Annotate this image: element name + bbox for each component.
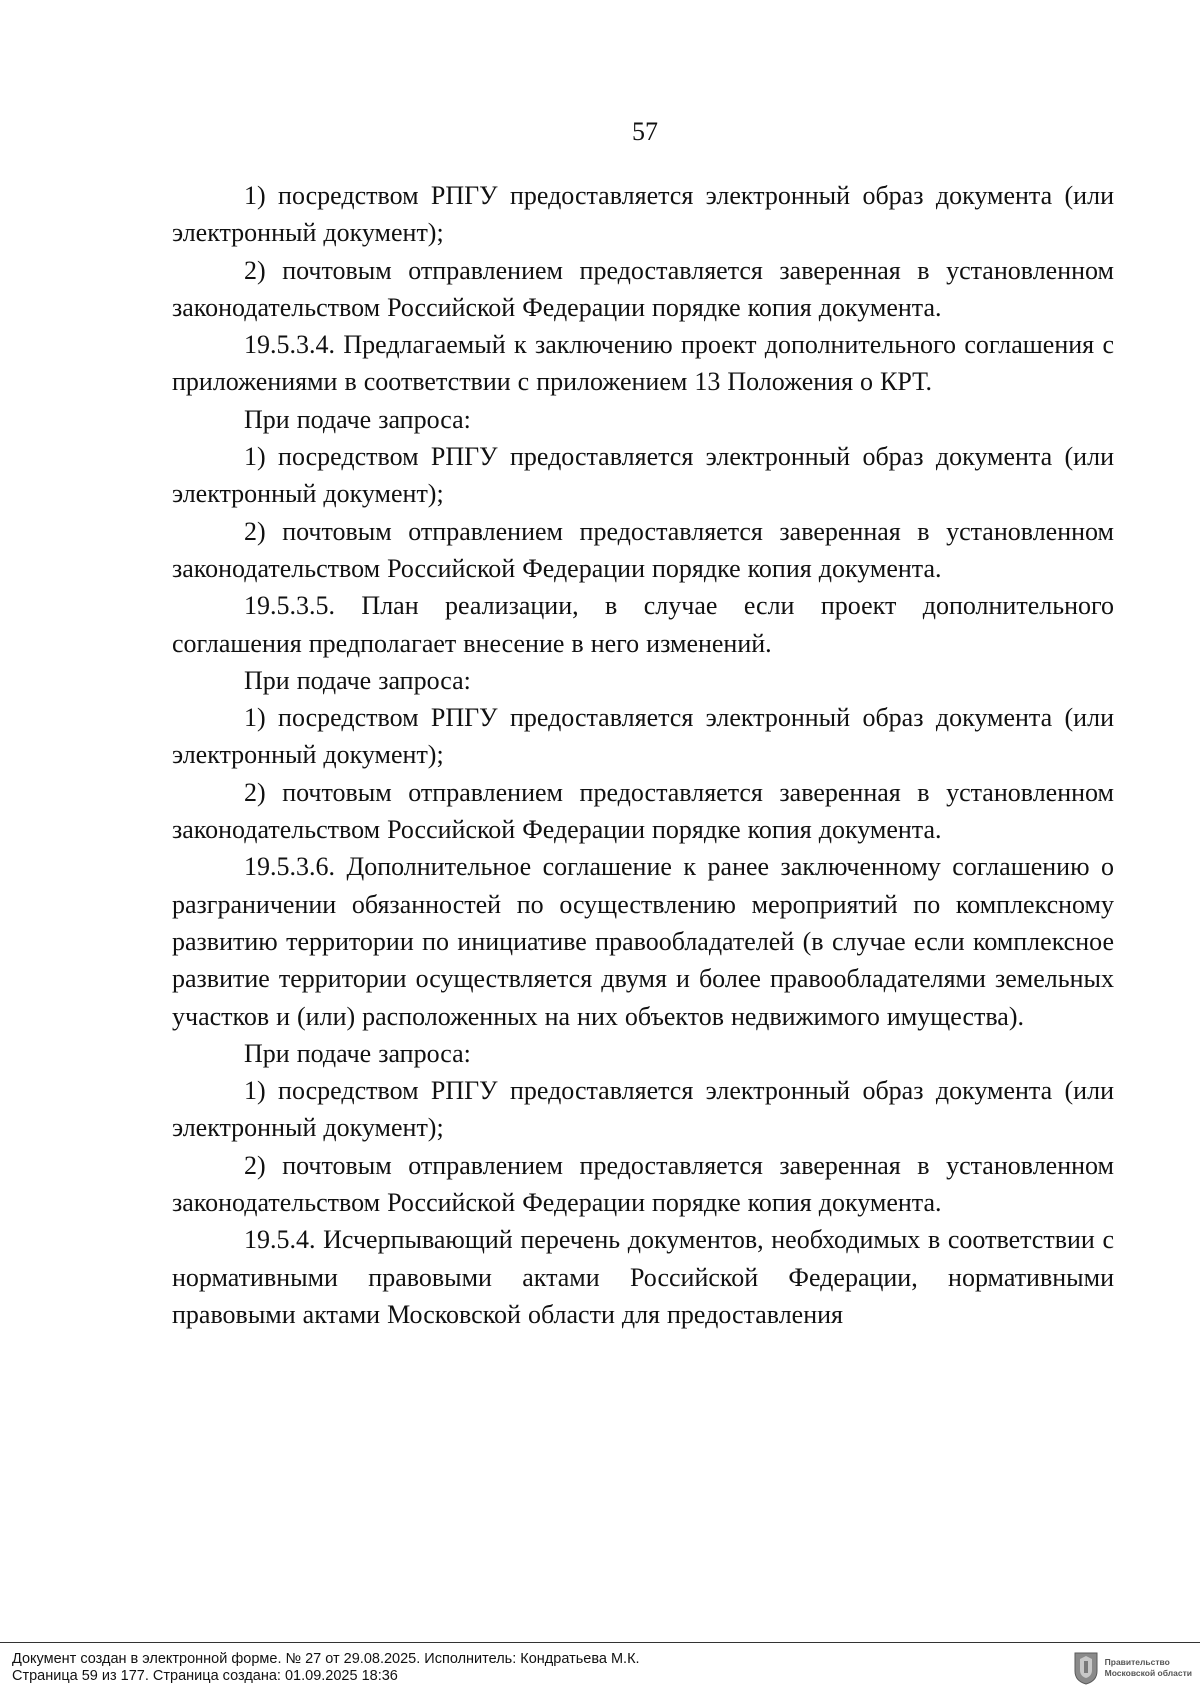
paragraph-12: При подаче запроса: [244,1038,471,1068]
paragraph-11: 19.5.3.6. Дополнительное соглашение к ранее заключенному соглашению о разграничении обязанностей по осуществлению мероприятий по комплексному развитию территории по инициативе правообладателей (в случае если комплексное развитие территории осуществляется двумя и более правообладателями земельных участков и (или) расположенных на них объектов недвижимого имущества). [172,852,1114,1031]
paragraph-14: 2) почтовым отправлением предоставляется заверенная в установленном законодательством Российской Федерации порядке копия документа. [172,1150,1114,1218]
paragraph-4: При подаче запроса: [244,404,471,434]
paragraph-1: 1) посредством РПГУ предоставляется электронный образ документа (или электронный документ); [172,181,1114,248]
paragraph-5: 1) посредством РПГУ предоставляется электронный образ документа (или электронный документ); [172,442,1114,509]
logo-caption [1105,1657,1192,1679]
paragraph-10: 2) почтовым отправлением предоставляется заверенная в установленном законодательством Российской Федерации порядке копия документа. [172,777,1114,845]
paragraph-2: 2) почтовым отправлением предоставляется заверенная в установленном законодательством Российской Федерации порядке копия документа. [172,255,1114,322]
paragraph-13: 1) посредством РПГУ предоставляется электронный образ документа (или электронный документ); [172,1076,1114,1143]
footer-line-page: Страница 59 из 177. Страница создана: 01.09.2025 18:36 [12,1668,398,1684]
paragraph-15: 19.5.4. Исчерпывающий перечень документов, необходимых в соответствии с нормативными правовыми актами Российской Федерации, нормативными правовыми актами Московской области для предоставления [172,1225,1114,1329]
paragraph-6: 2) почтовым отправлением предоставляется заверенная в установленном законодательством Российской Федерации порядке копия документа. [172,516,1114,583]
paragraph-8: При подаче запроса: [244,665,471,695]
footer-line-document: Документ создан в электронной форме. № 27 от 29.08.2025. Исполнитель: Кондратьева М.К. [12,1651,640,1667]
footer-info [12,1651,640,1685]
paragraph-7: 19.5.3.5. План реализации, в случае если проект дополнительного соглашения предполагает внесение в него изменений. [172,591,1114,658]
government-logo [1073,1651,1192,1685]
document-body [172,177,1114,1333]
moscow-region-emblem-icon [1073,1651,1099,1685]
paragraph-3: 19.5.3.4. Предлагаемый к заключению проект дополнительного соглашения с приложениями в соответствии с приложением 13 Положения о КРТ. [172,330,1114,397]
page-number: 57 [632,117,658,146]
logo-caption-line1: Правительство [1104,1657,1170,1667]
paragraph-9: 1) посредством РПГУ предоставляется электронный образ документа (или электронный документ); [172,703,1114,770]
document-footer [0,1642,1200,1699]
logo-caption-line2: Московской области [1104,1668,1192,1678]
